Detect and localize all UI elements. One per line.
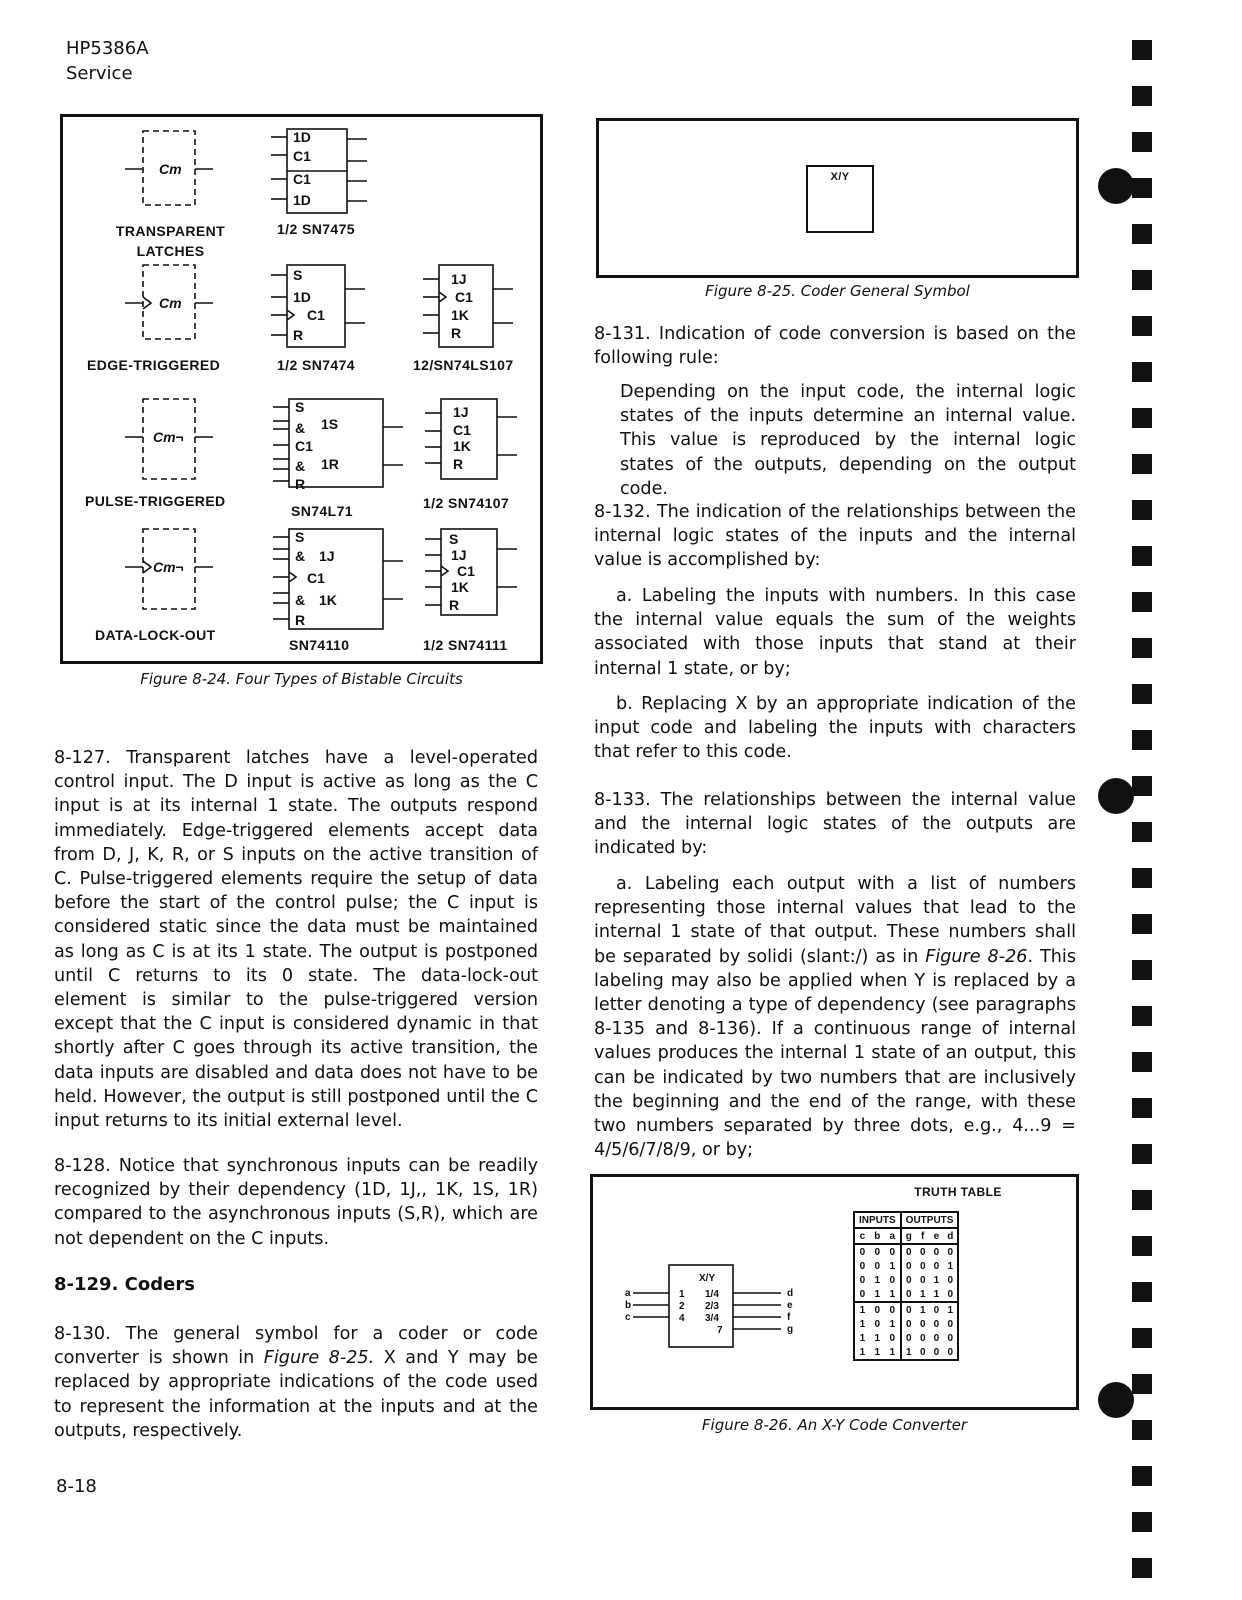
caption-figure-8-26: Figure 8-26. An X-Y Code Converter: [701, 1416, 968, 1434]
svg-text:R: R: [295, 612, 306, 628]
table-cell: 0: [919, 1274, 926, 1286]
caption-figure-8-24: Figure 8-24. Four Types of Bistable Circuits: [140, 670, 463, 688]
svg-text:2: 2: [679, 1301, 685, 1312]
paragraph-8-132b: b. Replacing X by an appropriate indication of the input code and labeling the inputs with characters that refer to this code.: [594, 694, 1076, 763]
table-cell: 0: [919, 1318, 926, 1330]
svg-text:1K: 1K: [453, 438, 471, 454]
table-cell: 0: [919, 1246, 926, 1258]
margin-mark: [1132, 362, 1152, 382]
svg-text:1R: 1R: [321, 456, 339, 472]
paragraph-8-132a: a. Labeling the inputs with numbers. In this case the internal value equals the sum of the weights associated with those inputs that stand at their internal 1 state, or by;: [594, 586, 1076, 679]
margin-mark: [1132, 1328, 1152, 1348]
table-cell: 0: [947, 1332, 954, 1344]
truth-table: [853, 1211, 959, 1361]
bistable-circuits-diagram: [63, 117, 540, 661]
svg-text:S: S: [295, 399, 305, 415]
table-cell: 0: [859, 1288, 866, 1300]
table-cell: 0: [870, 1302, 885, 1317]
margin-mark: [1132, 914, 1152, 934]
table-cell: 1: [874, 1346, 881, 1358]
table-cell: 0: [874, 1246, 881, 1258]
svg-text:1D: 1D: [293, 289, 311, 305]
svg-text:&: &: [295, 420, 306, 436]
table-cell: 0: [901, 1259, 916, 1273]
svg-text:1K: 1K: [319, 592, 337, 608]
table-cell: 0: [933, 1346, 940, 1358]
margin-mark: [1132, 546, 1152, 566]
margin-mark: [1132, 132, 1152, 152]
svg-text:C1: C1: [455, 289, 473, 305]
svg-text:1K: 1K: [451, 307, 469, 323]
svg-text:2/3: 2/3: [705, 1301, 719, 1312]
input-b: b: [625, 1300, 632, 1311]
svg-text:1J: 1J: [453, 404, 469, 420]
margin-mark: [1132, 1558, 1152, 1578]
margin-mark: [1132, 1098, 1152, 1118]
table-cell: 1: [933, 1274, 940, 1286]
table-cell: 1: [859, 1346, 866, 1358]
column-header-f: f: [916, 1228, 930, 1244]
table-cell: 1: [889, 1346, 896, 1358]
svg-text:C1: C1: [293, 148, 311, 164]
margin-mark: [1132, 730, 1152, 750]
converter-label: X/Y: [699, 1273, 716, 1284]
figure-8-26: [590, 1174, 1079, 1410]
svg-text:4: 4: [679, 1313, 685, 1324]
svg-text:1D: 1D: [293, 192, 311, 208]
column-header-c: c: [854, 1228, 870, 1244]
figure-8-24: [60, 114, 543, 664]
symbol-cm-4: Cm¬: [153, 559, 184, 575]
svg-text:1S: 1S: [321, 416, 339, 432]
svg-text:S: S: [295, 529, 305, 545]
output-e: e: [787, 1300, 793, 1311]
margin-mark: [1132, 822, 1152, 842]
page-number: 8-18: [56, 1476, 97, 1497]
table-row: [854, 1317, 958, 1331]
output-g: g: [787, 1324, 794, 1335]
table-cell: 0: [859, 1260, 866, 1272]
margin-mark: [1132, 1374, 1152, 1394]
svg-text:1J: 1J: [319, 548, 335, 564]
svg-text:C1: C1: [307, 570, 325, 586]
code-converter-symbol: [621, 1263, 821, 1363]
table-cell: 1: [943, 1302, 958, 1317]
margin-mark: [1132, 1420, 1152, 1440]
table-cell: 1: [859, 1332, 866, 1344]
svg-text:C1: C1: [307, 307, 325, 323]
section-name: Service: [66, 63, 133, 84]
table-cell: 0: [901, 1317, 916, 1331]
svg-text:&: &: [295, 592, 306, 608]
part-sn74110: SN74110: [289, 637, 350, 653]
margin-mark: [1132, 1190, 1152, 1210]
margin-mark: [1132, 592, 1152, 612]
paragraph-8-128: 8-128. Notice that synchronous inputs can be readily recognized by their dependency (1D, 1J,, 1K, 1S, 1R) compared to the asynchronous inputs (S,R), which are not dependent on the C inputs.: [54, 1156, 538, 1249]
table-cell: 0: [889, 1246, 896, 1258]
rule-text: Depending on the input code, the internal logic states of the inputs determine an internal value. This value is reproduced by the internal logic states of the outputs, depending on the output code.: [620, 382, 1076, 499]
svg-text:R: R: [295, 476, 306, 492]
inputs-header: INPUTS: [854, 1212, 901, 1228]
table-cell: 1: [901, 1345, 916, 1360]
coder-symbol-box: [806, 165, 874, 233]
table-cell: 0: [874, 1260, 881, 1272]
column-header-d: d: [943, 1228, 958, 1244]
table-row: [854, 1259, 958, 1273]
paragraph-8-133a: a. Labeling each output with a list of numbers representing those internal values that lead to the internal 1 state of that output. These numbers shall be separated by solidi (slant:/) as in Figure 8-26. This labeling may also be applied when Y is replaced by a letter denoting a type of dependency (see paragraphs 8-135 and 8-136). If a continuous range of internal values produces the internal 1 state of an output, this can be indicated by two numbers that are inclusively the beginning and the end of the range, with these two numbers separated by three dots, e.g., 4...9 = 4/5/6/7/8/9, or by;: [594, 874, 1076, 1161]
table-cell: 0: [947, 1318, 954, 1330]
svg-text:1D: 1D: [293, 129, 311, 145]
svg-text:7: 7: [717, 1325, 723, 1336]
table-cell: 0: [919, 1346, 926, 1358]
output-d: d: [787, 1288, 794, 1299]
svg-text:1J: 1J: [451, 547, 467, 563]
table-cell: 0: [889, 1274, 896, 1286]
paragraph-8-127: 8-127. Transparent latches have a level-operated control input. The D input is active as long as the C input is at its internal 1 state. The outputs respond immediately. Edge-triggered elements accept data from D, J, K, R, or S inputs on the active transition of C. Pulse-triggered elements require the setup of data before the start of the control pulse; the C input is considered static since the data must be maintained as long as C is at its 1 state. The output is postponed until C returns to its 0 state. The data-lock-out element is similar to the pulse-triggered version except that the C input is considered dynamic in that shortly after C goes through its active transition, the data inputs are disabled and data does not have to be held. However, the output is still postponed until the C input returns to its initial external level.: [54, 748, 538, 1132]
table-cell: 0: [933, 1260, 940, 1272]
svg-text:&: &: [295, 548, 306, 564]
margin-mark: [1132, 1466, 1152, 1486]
table-cell: 1: [889, 1318, 896, 1330]
column-header-b: b: [870, 1228, 885, 1244]
table-cell: 0: [901, 1273, 916, 1287]
input-a: a: [625, 1288, 631, 1299]
table-cell: 1: [874, 1332, 881, 1344]
symbol-cm-1: Cm: [159, 161, 182, 177]
margin-mark: [1132, 1052, 1152, 1072]
margin-mark: [1132, 638, 1152, 658]
margin-mark: [1132, 408, 1152, 428]
table-cell: 0: [901, 1287, 916, 1302]
part-sn7474: 1/2 SN7474: [277, 357, 355, 373]
svg-text:1/4: 1/4: [705, 1289, 719, 1300]
table-cell: 0: [933, 1318, 940, 1330]
svg-text:1K: 1K: [451, 579, 469, 595]
svg-text:C1: C1: [453, 422, 471, 438]
svg-text:C1: C1: [295, 438, 313, 454]
paragraph-8-131: 8-131. Indication of code conversion is based on the following rule:: [594, 324, 1076, 369]
table-cell: 1: [854, 1302, 870, 1317]
table-cell: 0: [901, 1302, 916, 1317]
table-cell: 0: [859, 1246, 866, 1258]
hole-punch-mark-2: [1098, 778, 1134, 814]
margin-mark: [1132, 1512, 1152, 1532]
part-sn74ls107: 12/SN74LS107: [413, 357, 514, 373]
table-cell: 0: [933, 1332, 940, 1344]
table-cell: 1: [859, 1318, 866, 1330]
svg-text:1J: 1J: [451, 271, 467, 287]
svg-text:R: R: [449, 597, 460, 613]
table-row: [854, 1331, 958, 1345]
table-cell: 1: [916, 1302, 930, 1317]
margin-mark: [1132, 1144, 1152, 1164]
table-cell: 0: [859, 1274, 866, 1286]
margin-mark: [1132, 1006, 1152, 1026]
table-cell: 1: [874, 1288, 881, 1300]
column-header-e: e: [930, 1228, 944, 1244]
table-cell: 0: [947, 1288, 954, 1300]
table-cell: 0: [930, 1302, 944, 1317]
table-row: [854, 1273, 958, 1287]
svg-text:R: R: [453, 456, 464, 472]
table-cell: 1: [919, 1288, 926, 1300]
table-row: [854, 1244, 958, 1259]
table-row: [854, 1345, 958, 1360]
table-cell: 1: [889, 1260, 896, 1272]
table-cell: 0: [885, 1302, 901, 1317]
margin-mark: [1132, 40, 1152, 60]
table-cell: 0: [874, 1318, 881, 1330]
hole-punch-mark-3: [1098, 1382, 1134, 1418]
paragraph-8-130: 8-130. The general symbol for a coder or code converter is shown in Figure 8-25. X and Y may be replaced by appropriate indications of the code used to represent the information at the inputs and at the outputs, respectively.: [54, 1324, 538, 1441]
output-f: f: [787, 1312, 791, 1323]
heading-8-129: 8-129. Coders: [54, 1274, 195, 1295]
table-row: [854, 1302, 958, 1317]
margin-mark: [1132, 224, 1152, 244]
svg-text:C1: C1: [293, 171, 311, 187]
outputs-header: OUTPUTS: [901, 1212, 959, 1228]
table-cell: 1: [889, 1288, 896, 1300]
svg-text:R: R: [451, 325, 462, 341]
table-cell: 0: [919, 1260, 926, 1272]
table-cell: 0: [889, 1332, 896, 1344]
truth-table-title: TRUTH TABLE: [914, 1185, 1002, 1199]
svg-text:3/4: 3/4: [705, 1313, 719, 1324]
svg-text:C1: C1: [457, 563, 475, 579]
label-data-lock-out: DATA-LOCK-OUT: [95, 627, 216, 643]
table-cell: 0: [947, 1346, 954, 1358]
margin-mark: [1132, 500, 1152, 520]
table-cell: 0: [947, 1274, 954, 1286]
document-header: [66, 36, 149, 86]
label-pulse-triggered: PULSE-TRIGGERED: [85, 493, 226, 509]
label-transparent-latches: TRANSPARENT LATCHES: [115, 223, 226, 259]
margin-mark: [1132, 86, 1152, 106]
margin-mark: [1132, 178, 1152, 198]
margin-mark: [1132, 316, 1152, 336]
part-sn7475: 1/2 SN7475: [277, 221, 355, 237]
table-cell: 0: [933, 1246, 940, 1258]
table-row: [854, 1287, 958, 1302]
paragraph-8-132: 8-132. The indication of the relationships between the internal logic states of the inputs and the internal value is accomplished by:: [594, 502, 1076, 571]
caption-figure-8-25: Figure 8-25. Coder General Symbol: [705, 282, 970, 300]
column-header-a: a: [885, 1228, 901, 1244]
column-header-g: g: [901, 1228, 916, 1244]
svg-text:R: R: [293, 327, 304, 343]
margin-mark: [1132, 454, 1152, 474]
paragraph-8-133: 8-133. The relationships between the internal value and the internal logic states of the outputs are indicated by:: [594, 790, 1076, 859]
table-cell: 1: [933, 1288, 940, 1300]
table-cell: 0: [901, 1331, 916, 1345]
part-sn74111: 1/2 SN74111: [423, 637, 508, 653]
table-cell: 0: [919, 1332, 926, 1344]
svg-text:S: S: [293, 267, 303, 283]
label-edge-triggered: EDGE-TRIGGERED: [87, 357, 221, 373]
table-cell: 0: [901, 1244, 916, 1259]
margin-mark: [1132, 960, 1152, 980]
table-cell: 1: [947, 1260, 954, 1272]
coder-symbol-label: X/Y: [830, 171, 850, 183]
margin-mark: [1132, 1282, 1152, 1302]
svg-text:1: 1: [679, 1289, 685, 1300]
part-sn74107: 1/2 SN74107: [423, 495, 510, 511]
margin-mark: [1132, 270, 1152, 290]
margin-mark: [1132, 684, 1152, 704]
table-cell: 0: [947, 1246, 954, 1258]
figure-8-25: [596, 118, 1079, 278]
hole-punch-mark-1: [1098, 168, 1134, 204]
symbol-cm-3: Cm¬: [153, 429, 184, 445]
margin-mark: [1132, 1236, 1152, 1256]
model-number: HP5386A: [66, 38, 149, 59]
input-c: c: [625, 1312, 631, 1323]
symbol-cm-2: Cm: [159, 295, 182, 311]
part-sn74l71: SN74L71: [291, 503, 353, 519]
svg-text:&: &: [295, 458, 306, 474]
svg-text:S: S: [449, 531, 459, 547]
table-cell: 1: [874, 1274, 881, 1286]
margin-mark: [1132, 776, 1152, 796]
margin-mark: [1132, 868, 1152, 888]
